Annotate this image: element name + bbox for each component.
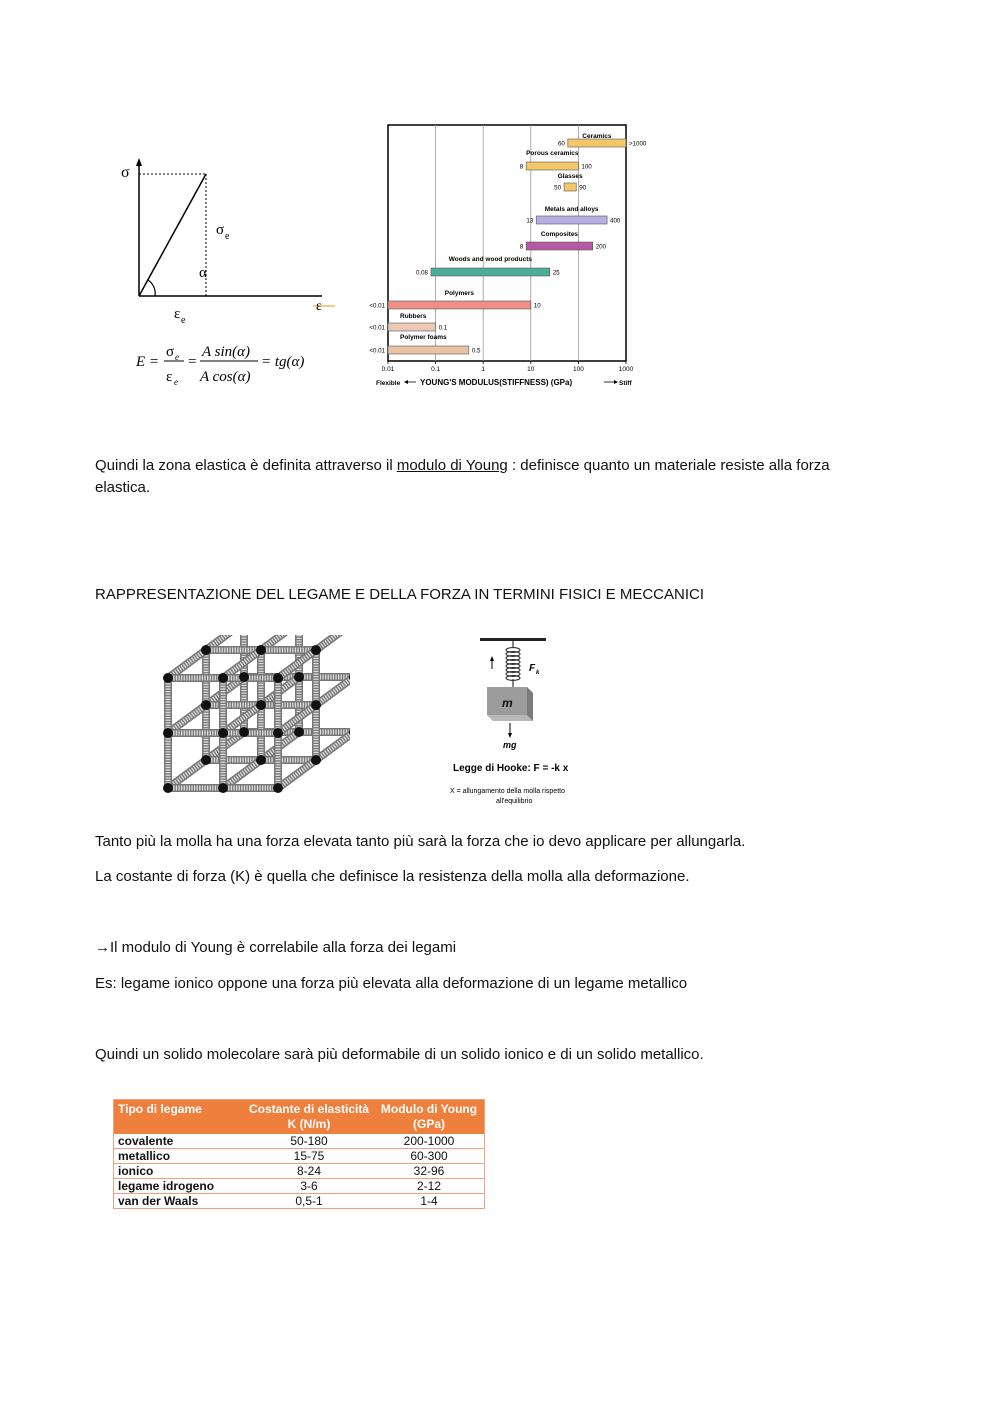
formula-den2: A cos(α) — [200, 369, 251, 385]
epsilon-e-label: ε — [174, 306, 181, 322]
lattice-atom — [311, 755, 321, 765]
paragraph-example-ionic: Es: legame ionico oppone una forza più elevata alla deformazione di un legame metallico — [95, 975, 688, 992]
lattice-atom — [256, 755, 266, 765]
hooke-note-line2: all'equilibrio — [496, 798, 533, 805]
paragraph-text: Quindi la zona elastica è definita attraverso il — [95, 457, 397, 474]
alpha-label: α — [199, 265, 207, 281]
hooke-law: Legge di Hooke: F = -k x — [453, 763, 569, 774]
table-cell: 2-12 — [374, 1179, 485, 1194]
bar-max-label: 25 — [552, 269, 560, 277]
bar-rubbers — [388, 323, 436, 331]
paragraph-force-constant: La costante di forza (K) è quella che definisce la resistenza della molla alla deformazione. — [95, 868, 690, 885]
bar-name: Composites — [540, 231, 579, 238]
formula-num1-sub: e — [175, 352, 179, 362]
lattice-spring — [316, 677, 350, 705]
lattice-atom — [218, 673, 228, 683]
stress-strain-diagram — [110, 150, 340, 400]
bar-composites — [526, 242, 593, 250]
table-row — [114, 1164, 485, 1179]
tick-label: 0.1 — [431, 366, 441, 373]
bar-min-label: 8 — [519, 243, 524, 251]
lattice-atom — [239, 727, 249, 737]
bar-min-label: 60 — [557, 140, 565, 148]
bar-name: Glasses — [557, 173, 583, 180]
sigma-e-sub: e — [225, 231, 230, 242]
sigma-label: σ — [121, 164, 130, 181]
lattice-atom — [201, 645, 211, 655]
epsilon-e-sub: e — [181, 315, 186, 326]
tick-label: 100 — [572, 366, 584, 373]
bar-metals-and-alloys — [536, 216, 607, 224]
bar-max-label: 0.5 — [471, 347, 481, 355]
lattice-atom — [311, 645, 321, 655]
bar-name: Porous ceramics — [526, 150, 579, 157]
bar-name: Polymers — [444, 290, 475, 297]
x-axis-label: YOUNG'S MODULUS(STIFFNESS) (GPa) — [420, 378, 573, 387]
formula-lhs: E = — [136, 354, 160, 370]
sigma-e-label: σ — [216, 222, 225, 238]
section-heading: RAPPRESENTAZIONE DEL LEGAME E DELLA FORZA IN TERMINI FISICI E MECCANICI — [95, 586, 705, 603]
table-row — [114, 1194, 485, 1209]
lattice-atom — [218, 783, 228, 793]
formula-den1: ε — [166, 369, 173, 385]
bar-polymers — [388, 301, 531, 309]
bar-min-label: <0.01 — [369, 324, 385, 332]
spring-force-sub: k — [536, 670, 540, 676]
bar-max-label: 100 — [581, 163, 592, 171]
lattice-atom — [256, 700, 266, 710]
bar-max-label: >1000 — [629, 140, 647, 148]
lattice-atom — [273, 728, 283, 738]
paragraph-spring-force: Tanto più la molla ha una forza elevata tanto più sarà la forza che io devo applicare per allungarla. — [95, 833, 746, 850]
formula-rhs: = tg(α) — [261, 354, 305, 370]
table-cell: 0,5-1 — [244, 1194, 374, 1209]
bar-min-label: <0.01 — [369, 347, 385, 355]
bar-min-label: 8 — [519, 163, 524, 171]
paragraph-text-end: : definisce quanto un materiale resiste alla forza elastica. — [95, 457, 830, 496]
hooke-note-line1: X = allungamento della molla rispetto — [450, 788, 565, 795]
bar-glasses — [564, 183, 576, 191]
bar-min-label: 50 — [554, 184, 562, 192]
formula-num2: A sin(α) — [202, 344, 251, 360]
table-cell: legame idrogeno — [114, 1179, 245, 1194]
formula-eq: = — [188, 354, 197, 370]
table-header-row — [114, 1100, 485, 1135]
bar-name: Metals and alloys — [544, 206, 599, 213]
table-cell: 50-180 — [244, 1134, 374, 1149]
x-axis-left-label: Flexible — [376, 380, 401, 387]
tick-label: 1 — [481, 366, 486, 373]
table-cell: 1-4 — [374, 1194, 485, 1209]
spring-force-label: F — [529, 663, 536, 674]
weight-label: mg — [503, 740, 517, 750]
lattice-atom — [311, 700, 321, 710]
bar-max-label: 200 — [595, 243, 607, 251]
bar-min-label: 13 — [526, 217, 534, 225]
bar-name: Woods and wood products — [448, 256, 533, 263]
spring-mass-illustration — [445, 635, 605, 810]
table-cell: 15-75 — [244, 1149, 374, 1164]
table-cell: van der Waals — [114, 1194, 245, 1209]
bar-name: Ceramics — [582, 133, 612, 140]
bar-name: Rubbers — [400, 313, 427, 320]
lattice-atom — [218, 728, 228, 738]
lattice-atom — [163, 728, 173, 738]
bar-woods-and-wood-products — [431, 268, 550, 276]
bar-min-label: 0.08 — [415, 269, 428, 277]
lattice-atom — [294, 672, 304, 682]
lattice-atom — [273, 673, 283, 683]
table-cell: metallico — [114, 1149, 245, 1164]
bar-polymer-foams — [388, 346, 469, 354]
lattice-atom — [163, 673, 173, 683]
table-cell: ionico — [114, 1164, 245, 1179]
mass-label: m — [502, 696, 513, 710]
young-modulus-chart — [360, 118, 660, 393]
bar-ceramics — [568, 139, 626, 147]
lattice-atom — [201, 700, 211, 710]
bar-max-label: 400 — [610, 217, 621, 225]
lattice-atom — [256, 645, 266, 655]
tick-label: 1000 — [618, 366, 634, 373]
bond-type-table — [113, 1099, 485, 1209]
table-cell: 200-1000 — [374, 1134, 485, 1149]
bar-name: Polymer foams — [400, 334, 447, 341]
spring-lattice-illustration — [150, 635, 350, 810]
tick-label: 10 — [527, 366, 535, 373]
table-row — [114, 1134, 485, 1149]
table-cell: 3-6 — [244, 1179, 374, 1194]
bar-min-label: <0.01 — [369, 302, 385, 310]
bar-porous-ceramics — [526, 162, 578, 170]
paragraph-young-correlation: →Il modulo di Young è correlabile alla forza dei legami — [95, 939, 457, 956]
table-cell: 32-96 — [374, 1164, 485, 1179]
table-header-young: Modulo di Young (GPa) — [374, 1100, 485, 1135]
young-modulus-link: modulo di Young — [396, 457, 508, 474]
paragraph-molecular-solid: Quindi un solido molecolare sarà più deformabile di un solido ionico e di un solido metallico. — [95, 1046, 704, 1063]
lattice-atom — [294, 727, 304, 737]
formula-num1: σ — [166, 344, 175, 360]
x-axis-right-label: Stiff — [619, 380, 632, 387]
paragraph-young-definition — [95, 455, 885, 499]
table-row — [114, 1179, 485, 1194]
table-header-bond-type: Tipo di legame — [114, 1100, 245, 1135]
lattice-atom — [201, 755, 211, 765]
table-cell: covalente — [114, 1134, 245, 1149]
lattice-atom — [239, 672, 249, 682]
table-header-k: Costante di elasticità K (N/m) — [244, 1100, 374, 1135]
lattice-spring — [316, 732, 350, 760]
table-cell: 60-300 — [374, 1149, 485, 1164]
tick-label: 0.01 — [381, 366, 395, 373]
bar-max-label: 0.1 — [438, 324, 448, 332]
lattice-atom — [163, 783, 173, 793]
table-cell: 8-24 — [244, 1164, 374, 1179]
bar-max-label: 90 — [579, 184, 587, 192]
formula-den1-sub: e — [174, 377, 178, 387]
epsilon-label: ε — [316, 299, 322, 314]
lattice-atom — [273, 783, 283, 793]
table-row — [114, 1149, 485, 1164]
bar-max-label: 10 — [533, 302, 541, 310]
